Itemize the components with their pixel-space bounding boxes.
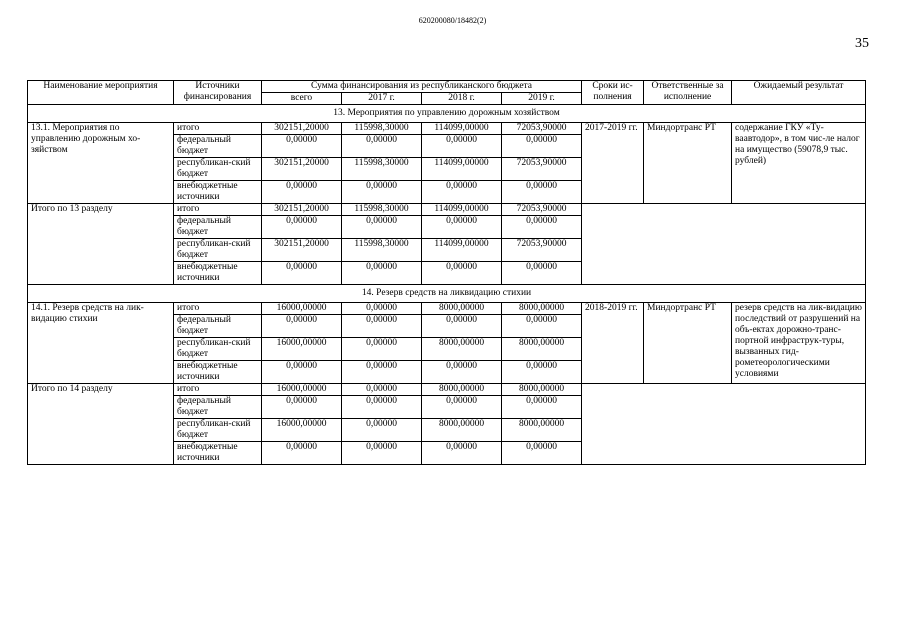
year-2019-cell: 0,00000 — [502, 396, 582, 419]
year-2019-cell: 8000,00000 — [502, 384, 582, 396]
section-title: 14. Резерв средств на ликвидацию стихии — [28, 285, 866, 303]
source-cell: федеральный бюджет — [174, 396, 262, 419]
page-number: 35 — [855, 36, 869, 51]
source-cell: внебюджетные источники — [174, 442, 262, 465]
year-2018-cell: 8000,00000 — [422, 384, 502, 396]
year-2017-cell: 0,00000 — [342, 135, 422, 158]
year-2017-cell: 0,00000 — [342, 216, 422, 239]
total-cell: 16000,00000 — [262, 338, 342, 361]
section-title-row — [28, 105, 866, 123]
header-responsible: Ответственные за исполнение — [644, 81, 732, 105]
year-2018-cell: 8000,00000 — [422, 419, 502, 442]
table-row — [28, 303, 866, 315]
total-name: Итого по 14 разделу — [28, 384, 174, 465]
year-2019-cell: 0,00000 — [502, 361, 582, 384]
table-body — [28, 105, 866, 465]
year-2018-cell: 0,00000 — [422, 315, 502, 338]
table-row — [28, 204, 866, 216]
terms-cell: 2018-2019 гг. — [582, 303, 644, 384]
total-cell: 0,00000 — [262, 396, 342, 419]
year-2017-cell: 0,00000 — [342, 396, 422, 419]
year-2018-cell: 0,00000 — [422, 135, 502, 158]
document-code: 620200080/18482(2) — [418, 16, 487, 25]
source-cell: итого — [174, 384, 262, 396]
total-cell: 16000,00000 — [262, 419, 342, 442]
total-cell: 0,00000 — [262, 262, 342, 285]
year-2019-cell: 0,00000 — [502, 135, 582, 158]
year-2019-cell: 8000,00000 — [502, 338, 582, 361]
result-cell: содержание ГКУ «Ту-ваавтодор», в том чис-ле налог на имущество (59078,9 тыс. рублей) — [732, 123, 866, 204]
source-cell: республикан-ский бюджет — [174, 239, 262, 262]
header-name: Наименование мероприятия — [28, 81, 174, 105]
source-cell: республикан-ский бюджет — [174, 419, 262, 442]
year-2018-cell: 0,00000 — [422, 181, 502, 204]
year-2019-cell: 72053,90000 — [502, 204, 582, 216]
table-header-row — [28, 81, 866, 93]
total-cell: 16000,00000 — [262, 384, 342, 396]
total-cell: 302151,20000 — [262, 204, 342, 216]
year-2017-cell: 0,00000 — [342, 303, 422, 315]
year-2018-cell: 0,00000 — [422, 396, 502, 419]
year-2019-cell: 72053,90000 — [502, 123, 582, 135]
year-2017-cell: 115998,30000 — [342, 239, 422, 262]
year-2018-cell: 0,00000 — [422, 216, 502, 239]
total-cell: 0,00000 — [262, 361, 342, 384]
year-2019-cell: 0,00000 — [502, 262, 582, 285]
source-cell: федеральный бюджет — [174, 135, 262, 158]
source-cell: республикан-ский бюджет — [174, 158, 262, 181]
source-cell: итого — [174, 204, 262, 216]
total-cell: 0,00000 — [262, 181, 342, 204]
header-2018: 2018 г. — [422, 93, 502, 105]
section-title: 13. Мероприятия по управлению дорожным хозяйством — [28, 105, 866, 123]
total-cell: 302151,20000 — [262, 158, 342, 181]
year-2017-cell: 0,00000 — [342, 338, 422, 361]
total-cell: 302151,20000 — [262, 239, 342, 262]
year-2017-cell: 115998,30000 — [342, 158, 422, 181]
year-2019-cell: 0,00000 — [502, 216, 582, 239]
year-2019-cell: 0,00000 — [502, 181, 582, 204]
header-terms: Сроки ис-полнения — [582, 81, 644, 105]
year-2018-cell: 114099,00000 — [422, 204, 502, 216]
year-2019-cell: 72053,90000 — [502, 239, 582, 262]
responsible-cell: Миндортранс РТ — [644, 303, 732, 384]
source-cell: федеральный бюджет — [174, 315, 262, 338]
responsible-cell: Миндортранс РТ — [644, 123, 732, 204]
year-2018-cell: 8000,00000 — [422, 303, 502, 315]
header-result: Ожидаемый результат — [732, 81, 866, 105]
source-cell: итого — [174, 303, 262, 315]
total-cell: 0,00000 — [262, 135, 342, 158]
year-2018-cell: 0,00000 — [422, 361, 502, 384]
year-2017-cell: 0,00000 — [342, 181, 422, 204]
header-2019: 2019 г. — [502, 93, 582, 105]
total-cell: 0,00000 — [262, 442, 342, 465]
year-2018-cell: 0,00000 — [422, 262, 502, 285]
total-cell: 302151,20000 — [262, 123, 342, 135]
year-2019-cell: 72053,90000 — [502, 158, 582, 181]
year-2019-cell: 0,00000 — [502, 315, 582, 338]
budget-table — [27, 80, 866, 465]
terms-cell: 2017-2019 гг. — [582, 123, 644, 204]
year-2019-cell: 0,00000 — [502, 442, 582, 465]
year-2017-cell: 0,00000 — [342, 315, 422, 338]
total-cell: 0,00000 — [262, 315, 342, 338]
year-2019-cell: 8000,00000 — [502, 419, 582, 442]
header-sum: Сумма финансирования из республиканского бюджета — [262, 81, 582, 93]
source-cell: республикан-ский бюджет — [174, 338, 262, 361]
year-2017-cell: 0,00000 — [342, 442, 422, 465]
header-sources: Источники финансирования — [174, 81, 262, 105]
year-2017-cell: 0,00000 — [342, 361, 422, 384]
total-cell: 16000,00000 — [262, 303, 342, 315]
source-cell: внебюджетные источники — [174, 361, 262, 384]
header-total: всего — [262, 93, 342, 105]
year-2018-cell: 8000,00000 — [422, 338, 502, 361]
source-cell: внебюджетные источники — [174, 181, 262, 204]
year-2017-cell: 115998,30000 — [342, 204, 422, 216]
header-2017: 2017 г. — [342, 93, 422, 105]
source-cell: внебюджетные источники — [174, 262, 262, 285]
source-cell: федеральный бюджет — [174, 216, 262, 239]
total-cell: 0,00000 — [262, 216, 342, 239]
empty-cell — [582, 384, 866, 465]
table-row — [28, 123, 866, 135]
year-2018-cell: 114099,00000 — [422, 158, 502, 181]
total-name: Итого по 13 разделу — [28, 204, 174, 285]
year-2017-cell: 0,00000 — [342, 419, 422, 442]
table-row — [28, 384, 866, 396]
year-2017-cell: 115998,30000 — [342, 123, 422, 135]
year-2018-cell: 0,00000 — [422, 442, 502, 465]
item-name: 13.1. Мероприятия по управлению дорожным хо-зяйством — [28, 123, 174, 204]
empty-cell — [582, 204, 866, 285]
item-name: 14.1. Резерв средств на лик-видацию стихии — [28, 303, 174, 384]
year-2017-cell: 0,00000 — [342, 384, 422, 396]
source-cell: итого — [174, 123, 262, 135]
result-cell: резерв средств на лик-видацию последствий от разрушений на объ-ектах дорожно-транс-портной инфраструк-туры, вызванных гид-рометеорологическими условиями — [732, 303, 866, 384]
year-2019-cell: 8000,00000 — [502, 303, 582, 315]
year-2018-cell: 114099,00000 — [422, 239, 502, 262]
section-title-row — [28, 285, 866, 303]
year-2018-cell: 114099,00000 — [422, 123, 502, 135]
year-2017-cell: 0,00000 — [342, 262, 422, 285]
